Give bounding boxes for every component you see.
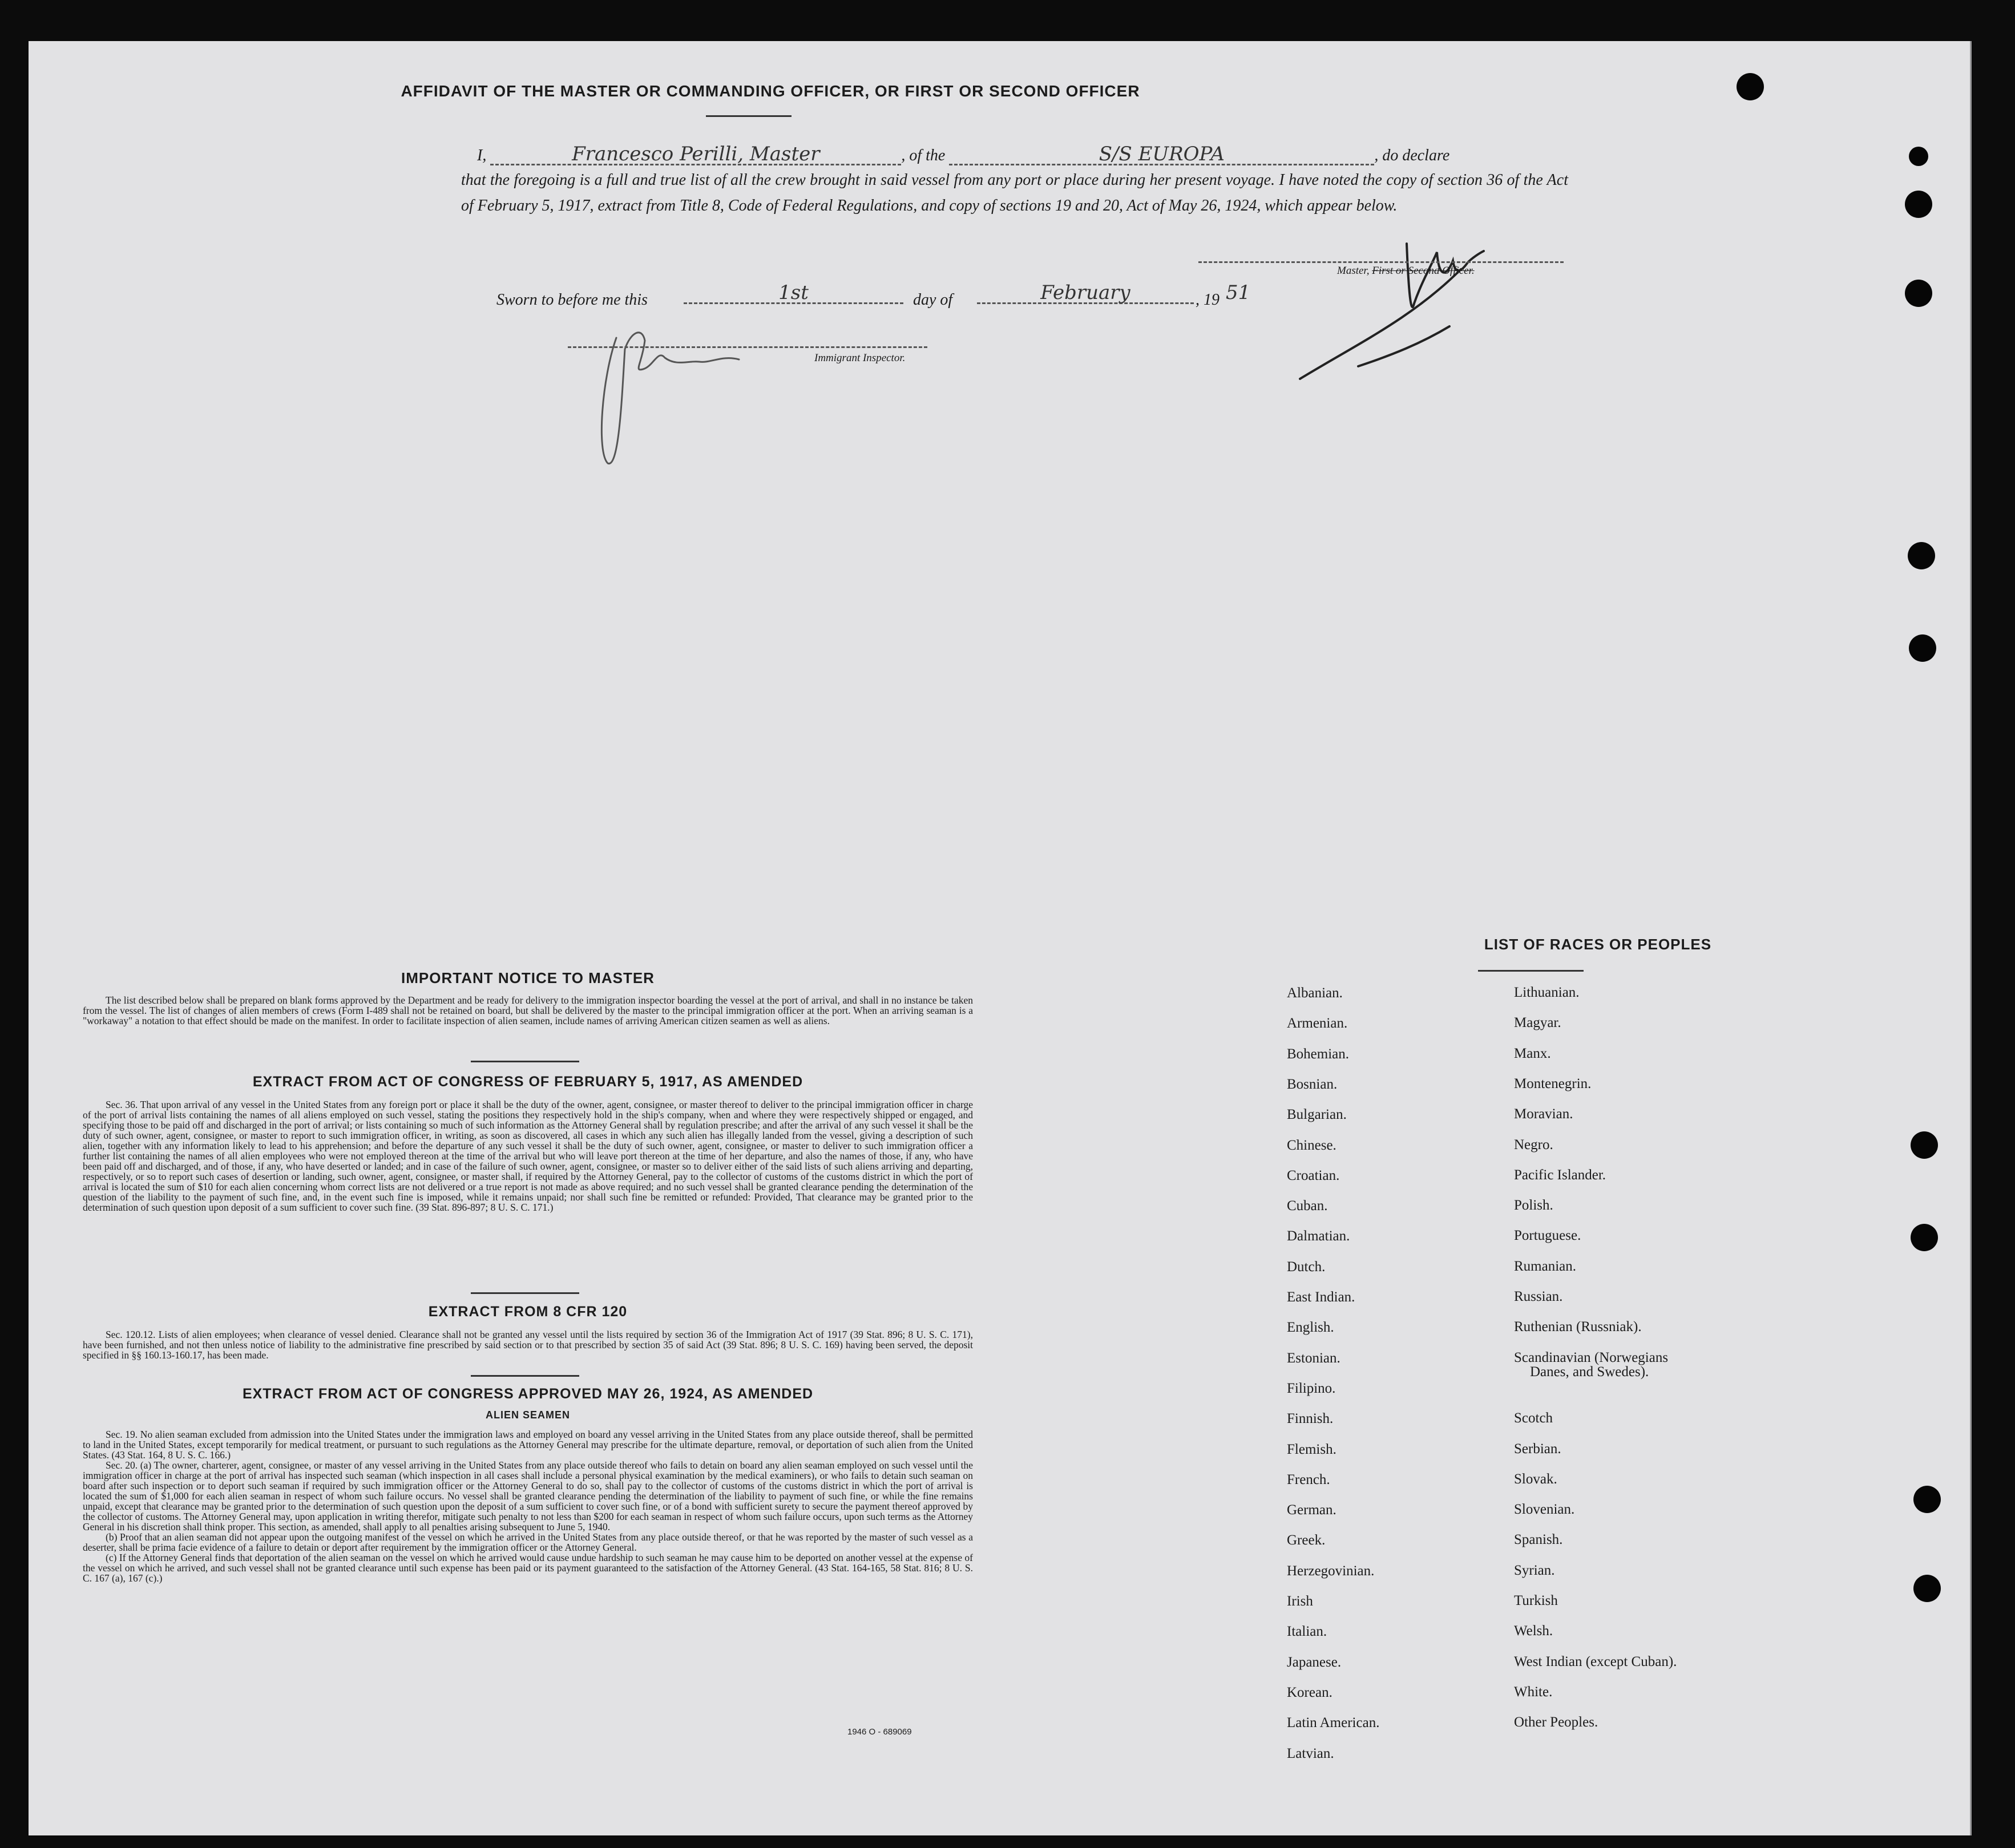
extract-1917-section (83, 1074, 973, 1212)
race-item: Armenian. (1287, 1016, 1348, 1031)
vessel-name-handwritten: S/S EUROPA (949, 144, 1374, 165)
race-item: Flemish. (1287, 1442, 1336, 1457)
punch-hole (1909, 147, 1928, 166)
race-item: Irish (1287, 1594, 1313, 1609)
race-item: Dutch. (1287, 1259, 1326, 1275)
sec-120-paragraph: Sec. 120.12. Lists of alien employees; when clearance of vessel denied. Clearance shall not be granted any vessel until the lists required by section 36 of the Immigration Act of 1917 (39 Stat. 896; 8 U. S. C. 171), have been furnished, and not then unless notice of liability to the administrative fine prescribed by said section or to that prescribed by section 35 of said Act (39 Stat. 896; 8 U. S. C. 169) having been served, the deposit specified in §§ 160.13-160.17, has been made. (83, 1329, 973, 1361)
race-item: Other Peoples. (1514, 1714, 1598, 1730)
sec-20c-paragraph: (c) If the Attorney General finds that deportation of the alien seaman on the vessel on which he arrived would cause undue hardship to such seaman he may cause him to be deported on another vessel at the expense of the vessel on which he arrived, and such vessel shall not be granted clearance until such expense has been paid or its payment guaranteed to the satisfaction of the Attorney General. (43 Stat. 164-165, 58 Stat. 816; 8 U. S. C. 167 (a), 167 (c).) (83, 1552, 973, 1584)
race-item: Serbian. (1514, 1441, 1561, 1457)
race-item: Latvian. (1287, 1746, 1334, 1761)
race-item: East Indian. (1287, 1289, 1355, 1305)
race-item: Italian. (1287, 1624, 1327, 1639)
race-item: Russian. (1514, 1289, 1563, 1304)
sec-20a-paragraph: Sec. 20. (a) The owner, charterer, agent, consignee, or master of any vessel arriving in the United States from any place outside thereof who fails to detain on board any alien seaman employed on such vessel until the immigration officer in charge at the port of arrival has inspected such seaman (which inspection in all cases shall include a personal physical examination by the medical examiners), or who fails to detain such seaman on board after such inspection or to deport such seaman if required by such immigration officer or the Attorney General to do so, shall pay to the collector of customs of the customs district in which the port of arrival is located the sum of $1,000 for each alien seaman in respect of whom such failure occurs. No vessel shall be granted clearance pending the determination of the liability to payment of such fine, or while the fine remains unpaid, except that clearance may be granted prior to the determination of such question upon the deposit of a sum sufficient to cover such fine, or of a bond with sufficient surety to secure the payment thereof approved by the collector of customs. The Attorney General may, upon application in writing therefor, mitigate such penalty to not less than $200 for each seaman in respect of whom such failure occurs, upon such terms as the Attorney General in his discretion shall think proper. This section, as amended, shall apply to all penalties arising subsequent to June 5, 1940. (83, 1459, 973, 1532)
race-item: Magyar. (1514, 1015, 1561, 1030)
race-item: Bosnian. (1287, 1077, 1338, 1092)
year-handwritten: 51 (1226, 281, 1251, 304)
race-item: Slovenian. (1514, 1502, 1575, 1517)
alien-seamen-subtitle: ALIEN SEAMEN (485, 1409, 570, 1421)
race-item: Ruthenian (Russniak). (1514, 1319, 1642, 1335)
race-item: French. (1287, 1472, 1330, 1487)
divider-2 (471, 1292, 579, 1294)
race-item: German. (1287, 1502, 1336, 1518)
race-item: Chinese. (1287, 1138, 1336, 1153)
race-item: Finnish. (1287, 1411, 1334, 1426)
document-page (29, 41, 1972, 1835)
affidavit-statement: that the foregoing is a full and true list of all the crew brought in said vessel from any port or place during her present voyage. I have noted the copy of section 36 of the Act of February 5, 1917, extract from Title 8, Code of Federal Regulations, and copy of sections 19 and 20, Act of May 26, 1924, which appear below. (461, 171, 1568, 215)
master-signature (1290, 201, 1632, 395)
race-item: Rumanian. (1514, 1259, 1577, 1274)
extract-1924-section (83, 1386, 973, 1583)
extract-1924-text (83, 1429, 973, 1583)
extract-1924-title: EXTRACT FROM ACT OF CONGRESS APPROVED MAY 26, 1924, AS AMENDED (242, 1386, 814, 1402)
caption-struck-officer: First or Second Officer. (1372, 265, 1475, 277)
caption-master: Master, (1337, 265, 1370, 277)
inspector-caption: Immigrant Inspector. (814, 352, 906, 364)
extract-8cfr-title: EXTRACT FROM 8 CFR 120 (428, 1304, 628, 1320)
affidavit-do-declare: , do declare (1374, 147, 1450, 164)
race-item: Japanese. (1287, 1655, 1342, 1670)
extract-1917-text (83, 1099, 973, 1212)
inspector-signature-line (568, 346, 927, 348)
race-item: Syrian. (1514, 1563, 1555, 1578)
sec-19-paragraph: Sec. 19. No alien seaman excluded from admission into the United States under the immigration laws and employed on board any vessel arriving in the United States from any place outside thereof, shall be permitted to land in the United States, except temporarily for medical treatment, or pursuant to such regulations as the Attorney General may prescribe for the ultimate departure, removal, or deportation of such alien from the United States. (43 Stat. 164, 8 U. S. C. 166.) (83, 1429, 973, 1461)
punch-hole (1911, 1224, 1938, 1251)
punch-hole (1908, 542, 1935, 569)
sec-20b-paragraph: (b) Proof that an alien seaman did not appear upon the outgoing manifest of the vessel on which he arrived in the United States from any place outside thereof, or that he was reported by the master of such vessel as a deserter, shall be prima facie evidence of a failure to detain or deport after requirement by the immigration officer or the Attorney General. (83, 1531, 973, 1553)
race-item: Moravian. (1514, 1106, 1573, 1122)
master-name-handwritten: Francesco Perilli, Master (490, 144, 901, 165)
inspector-signature (591, 309, 779, 480)
race-item: Portuguese. (1514, 1228, 1581, 1243)
divider-1 (471, 1061, 579, 1062)
race-item: Korean. (1287, 1685, 1332, 1700)
notice-title: IMPORTANT NOTICE TO MASTER (401, 969, 655, 986)
extract-8cfr-text (83, 1329, 973, 1360)
punch-hole (1913, 1575, 1941, 1602)
race-item: Turkish (1514, 1593, 1558, 1608)
notice-section (83, 969, 973, 1026)
race-item: Pacific Islander. (1514, 1167, 1606, 1183)
sec-36-paragraph: Sec. 36. That upon arrival of any vessel in the United States from any foreign port or place it shall be the duty of the owner, agent, consignee, or master thereof to deliver to the principal immigration officer in charge of the port of arrival lists containing the names of all aliens employed on such vessel, stating the positions they respectively hold in the ship's company, when and where they were respectively shipped or engaged, and specifying those to be paid off and discharged in the port of arrival; or lists containing so much of such information as the Attorney General shall by regulation prescribe; and after the arrival of any such vessel it shall be the duty of such owner, agent, consignee, or master to report to such immigration officer, in writing, as soon as discovered, all cases in which any such alien has illegally landed from the vessel, giving a description of such alien, together with any information likely to lead to his apprehension; and before the departure of any such vessel it shall be the duty of such owner, agent, consignee, or master to deliver to such immigration officer a further list containing the names of all alien employees who were not employed thereon at the time of the arrival but who will leave port thereon at the time of her departure, and also the names of those, if any, who have been paid off and discharged, and of those, if any, who have deserted or landed; and in case of the failure of such owner, agent, consignee, or master so to deliver either of the said lists of such aliens arriving and departing, respectively, or so to report such cases of desertion or landing, such owner, agent, consignee, or master shall, if required by the Attorney General, pay to the collector of customs of the customs district in which the port of arrival is located the sum of $10 for each alien concerning whom correct lists are not delivered or a true report is not made as above required; and no such vessel shall be granted clearance pending the determination of the question of the liability to the payment of such fine, and, in the event such fine is imposed, while it remains unpaid; nor shall such fine be remitted or refunded: Provided, That clearance may be granted prior to the determination of such question upon deposit of a sum sufficient to cover such fine. (39 Stat. 896-897; 8 U. S. C. 171.) (83, 1099, 973, 1213)
race-item: Montenegrin. (1514, 1076, 1592, 1091)
race-item: Negro. (1514, 1137, 1553, 1153)
race-item: Scotch (1514, 1410, 1553, 1426)
sworn-label: Sworn to before me this (496, 291, 648, 309)
extract-8cfr-section (83, 1304, 973, 1360)
divider-3 (471, 1375, 579, 1377)
race-item: White. (1514, 1684, 1553, 1700)
race-item: Cuban. (1287, 1198, 1328, 1214)
punch-hole (1737, 73, 1764, 100)
race-item: Bulgarian. (1287, 1107, 1347, 1122)
race-item: Manx. (1514, 1046, 1551, 1061)
print-code: 1946 O - 689069 (847, 1727, 912, 1737)
affidavit-i: I, (477, 147, 487, 164)
punch-hole (1905, 191, 1932, 218)
extract-1917-title: EXTRACT FROM ACT OF CONGRESS OF FEBRUARY 5, 1917, AS AMENDED (252, 1074, 803, 1090)
day-handwritten: 1st (684, 283, 903, 304)
race-item: Polish. (1514, 1198, 1553, 1213)
year-printed: , 19 (1196, 291, 1220, 309)
race-item: Scandinavian (Norwegians Danes, and Swedes). (1514, 1350, 1669, 1380)
month-handwritten: February (977, 283, 1194, 304)
race-item: West Indian (except Cuban). (1514, 1654, 1677, 1669)
race-item: Filipino. (1287, 1381, 1336, 1396)
race-item: English. (1287, 1320, 1334, 1335)
race-item: Latin American. (1287, 1715, 1380, 1730)
race-item: Croatian. (1287, 1168, 1340, 1183)
race-item: Slovak. (1514, 1471, 1557, 1487)
race-item: Spanish. (1514, 1532, 1563, 1547)
signature-caption (1337, 265, 1475, 277)
day-of-label: day of (913, 291, 953, 309)
affidavit-title: AFFIDAVIT OF THE MASTER OR COMMANDING OFFICER, OR FIRST OR SECOND OFFICER (401, 82, 1140, 100)
punch-hole (1905, 280, 1932, 307)
races-title: LIST OF RACES OR PEOPLES (1484, 936, 1712, 953)
race-item: Bohemian. (1287, 1046, 1350, 1062)
notice-paragraph: The list described below shall be prepared on blank forms approved by the Department and be ready for delivery to the immigration inspector boarding the vessel at the port of arrival, and shall in no instance be taken from the vessel. The list of changes of alien members of crews (Form I-489 shall not be retained on board, but shall be delivered by the master to the principal immigration officer at the port. When an arriving seaman is a "workaway" a notation to that effect should be made on the manifest. In order to facilitate inspection of alien seamen, include names of arriving American citizen seamen as well as aliens. (83, 994, 973, 1026)
title-rule (706, 115, 792, 117)
race-item: Estonian. (1287, 1350, 1340, 1366)
punch-hole (1911, 1131, 1938, 1159)
master-signature-line (1198, 261, 1564, 263)
race-item: Dalmatian. (1287, 1228, 1350, 1244)
race-item: Albanian. (1287, 985, 1343, 1001)
race-item: Greek. (1287, 1532, 1326, 1548)
race-item: Herzegovinian. (1287, 1563, 1375, 1579)
notice-text (83, 995, 973, 1026)
punch-hole (1909, 634, 1936, 662)
race-item: Lithuanian. (1514, 985, 1580, 1000)
affidavit-of-the: , of the (901, 147, 946, 164)
punch-hole (1913, 1486, 1941, 1513)
race-item: Welsh. (1514, 1623, 1553, 1639)
races-title-rule (1478, 970, 1584, 972)
